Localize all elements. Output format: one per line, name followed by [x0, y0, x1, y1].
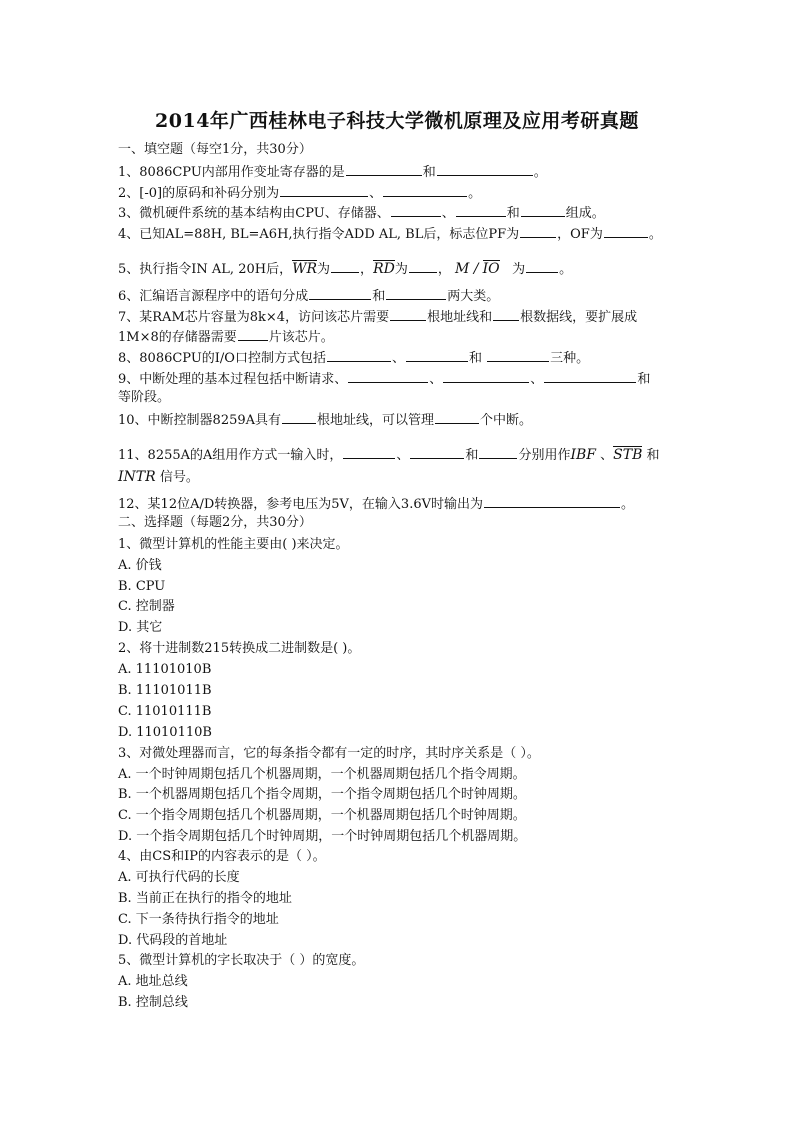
page-title: 2014年广西桂林电子科技大学微机原理及应用考研真题 — [155, 110, 639, 132]
choice-option: A. 一个时钟周期包括几个机器周期，一个机器周期包括几个指令周期。 — [118, 767, 526, 782]
answer-blank — [526, 259, 558, 273]
answer-blank — [238, 327, 268, 341]
answer-blank — [479, 445, 517, 459]
fill-question-12: 12、某12位A/D转换器，参考电压为5V，在输入3.6V时输出为 。 — [118, 494, 634, 514]
answer-blank — [484, 494, 620, 508]
choice-option: B. CPU — [118, 579, 166, 594]
choice-option: C. 一个指令周期包括几个机器周期，一个机器周期包括几个时钟周期。 — [118, 808, 526, 823]
choice-question-3: 3、对微处理器而言，它的每条指令都有一定的时序，其时序关系是（ ）。 — [118, 746, 540, 761]
intr-signal: INTR — [118, 469, 156, 485]
choice-option: B. 控制总线 — [118, 995, 188, 1010]
answer-blank — [282, 410, 316, 424]
answer-blank — [456, 203, 506, 217]
choice-option: A. 11101010B — [118, 662, 212, 677]
fill-question-11-cont: INTR 信号。 — [118, 469, 199, 485]
answer-blank — [443, 369, 529, 383]
answer-blank — [493, 307, 519, 321]
fill-question-10: 10、中断控制器8259A具有 根地址线，可以管理 个中断。 — [118, 410, 532, 430]
choice-option: B. 一个机器周期包括几个指令周期，一个指令周期包括几个时钟周期。 — [118, 787, 526, 802]
fill-question-7: 7、某RAM芯片容量为8k×4，访问该芯片需要 根地址线和 根数据线，要扩展成 — [118, 307, 637, 327]
answer-blank — [280, 183, 368, 197]
answer-blank — [410, 445, 464, 459]
choice-option: C. 11010111B — [118, 704, 212, 719]
fill-question-11: 11、8255A的A组用作方式一输入时， 、 和 分别用作IBF 、STB 和 — [118, 447, 660, 463]
answer-blank — [391, 203, 441, 217]
answer-blank — [544, 369, 636, 383]
answer-blank — [435, 410, 479, 424]
answer-blank — [520, 224, 556, 238]
answer-blank — [386, 286, 446, 300]
choice-question-4: 4、由CS和IP的内容表示的是（ ）。 — [118, 849, 326, 864]
answer-blank — [343, 445, 395, 459]
choice-option: D. 一个指令周期包括几个时钟周期，一个时钟周期包括几个机器周期。 — [118, 829, 527, 844]
answer-blank — [331, 259, 359, 273]
answer-blank — [327, 348, 391, 362]
section-1-heading: 一、填空题（每空1分，共30分） — [118, 142, 312, 157]
fill-question-9: 9、中断处理的基本过程包括中断请求、 、 、 和 — [118, 369, 650, 389]
choice-option: D. 代码段的首地址 — [118, 933, 228, 948]
answer-blank — [348, 369, 428, 383]
choice-option: C. 控制器 — [118, 599, 175, 614]
section-2-heading: 二、选择题（每题2分，共30分） — [118, 515, 312, 530]
fill-question-8: 8、8086CPU的I/O口控制方式包括 、 和 三种。 — [118, 348, 589, 368]
answer-blank — [409, 259, 437, 273]
choice-option: D. 其它 — [118, 620, 163, 635]
answer-blank — [437, 162, 533, 176]
choice-question-5: 5、微型计算机的字长取决于（ ）的宽度。 — [118, 953, 365, 968]
m-signal: M / — [455, 261, 479, 277]
fill-question-3: 3、微机硬件系统的基本结构由CPU、存储器、 、 和 组成。 — [118, 203, 605, 223]
choice-option: B. 当前正在执行的指令的地址 — [118, 891, 292, 906]
choice-option: A. 价钱 — [118, 558, 162, 573]
choice-option: B. 11101011B — [118, 683, 212, 698]
answer-blank — [487, 348, 549, 362]
answer-blank — [309, 286, 371, 300]
wr-signal: WR — [292, 261, 318, 277]
answer-blank — [521, 203, 565, 217]
answer-blank — [406, 348, 468, 362]
fill-question-7-cont: 1M×8的存储器需要 片该芯片。 — [118, 327, 334, 347]
fill-question-5: 5、执行指令IN AL, 20H后，WR为 ，RD为 ， M / IO 为 。 — [118, 261, 573, 277]
choice-option: C. 下一条待执行指令的地址 — [118, 912, 279, 927]
choice-question-2: 2、将十进制数215转换成二进制数是( )。 — [118, 641, 361, 656]
choice-question-1: 1、微型计算机的性能主要由( )来决定。 — [118, 537, 349, 552]
choice-option: A. 地址总线 — [118, 974, 188, 989]
rd-signal: RD — [373, 261, 395, 277]
fill-question-9-cont: 等阶段。 — [118, 390, 171, 405]
choice-option: D. 11010110B — [118, 725, 212, 740]
ibf-signal: IBF — [570, 447, 596, 463]
fill-question-1: 1、8086CPU内部用作变址寄存器的是 和 。 — [118, 162, 547, 182]
choice-option: A. 可执行代码的长度 — [118, 870, 240, 885]
answer-blank — [604, 224, 648, 238]
answer-blank — [390, 307, 426, 321]
io-signal: IO — [482, 261, 500, 277]
answer-blank — [346, 162, 422, 176]
stb-signal: STB — [613, 447, 643, 463]
fill-question-6: 6、汇编语言源程序中的语句分成 和 两大类。 — [118, 286, 499, 306]
answer-blank — [383, 183, 467, 197]
fill-question-4: 4、已知AL=88H, BL=A6H,执行指令ADD AL, BL后，标志位PF为 ，OF为 。 — [118, 224, 662, 244]
fill-question-2: 2、[-0]的原码和补码分别为 、 。 — [118, 183, 481, 203]
